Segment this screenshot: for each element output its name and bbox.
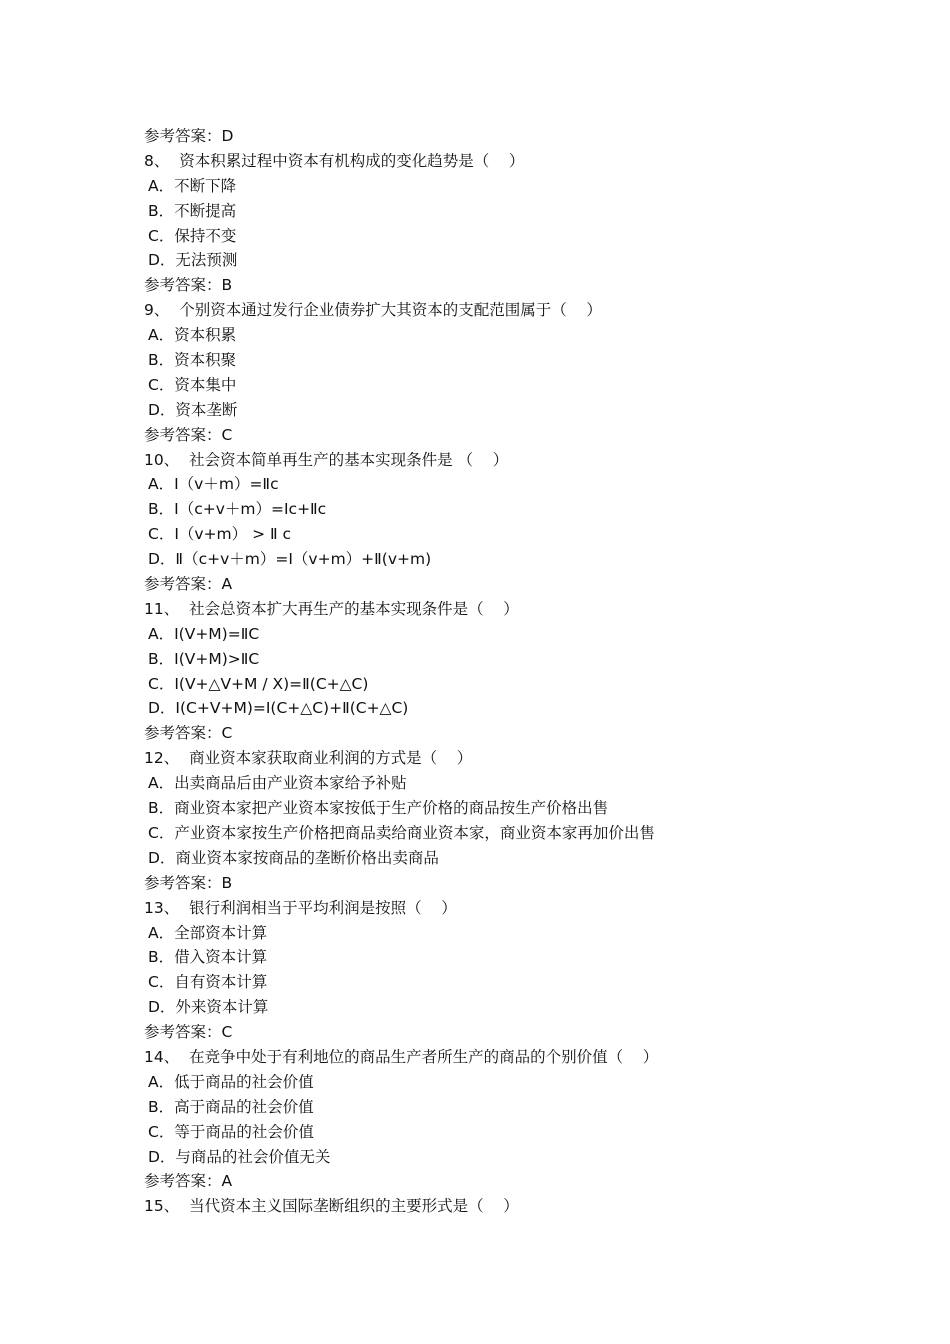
question-stem: 14、 在竞争中处于有利地位的商品生产者所生产的商品的个别价值（ ） bbox=[144, 1047, 659, 1066]
reference-answer: 参考答案：A bbox=[144, 575, 233, 594]
question-stem: 8、 资本积累过程中资本有机构成的变化趋势是（ ） bbox=[144, 151, 525, 170]
answer-option: A．全部资本计算 bbox=[148, 923, 268, 942]
answer-option: C．自有资本计算 bbox=[148, 973, 268, 992]
question-stem: 15、 当代资本主义国际垄断组织的主要形式是（ ） bbox=[144, 1197, 519, 1216]
answer-option: C．Ⅰ(V+△V+M / X)=Ⅱ(C+△C) bbox=[148, 674, 369, 693]
answer-option: A．出卖商品后由产业资本家给予补贴 bbox=[148, 774, 407, 793]
document-body bbox=[144, 124, 844, 1219]
answer-option: B．资本积聚 bbox=[148, 351, 237, 370]
answer-option: B．借入资本计算 bbox=[148, 948, 268, 967]
reference-answer: 参考答案：B bbox=[144, 873, 233, 892]
answer-option: B．高于商品的社会价值 bbox=[148, 1097, 314, 1116]
question-stem: 10、 社会资本简单再生产的基本实现条件是 （ ） bbox=[144, 450, 509, 469]
reference-answer: 参考答案：C bbox=[144, 1023, 233, 1042]
answer-option: B．不断提高 bbox=[148, 201, 237, 220]
answer-option: D．商业资本家按商品的垄断价格出卖商品 bbox=[148, 848, 439, 867]
question-stem: 11、 社会总资本扩大再生产的基本实现条件是（ ） bbox=[144, 599, 519, 618]
answer-option: D．与商品的社会价值无关 bbox=[148, 1147, 331, 1166]
question-stem: 13、 银行利润相当于平均利润是按照（ ） bbox=[144, 898, 457, 917]
answer-option: D．资本垄断 bbox=[148, 400, 238, 419]
answer-option: D．Ⅱ（c+v＋m）=Ⅰ（v+m）+Ⅱ(v+m) bbox=[148, 550, 432, 569]
answer-option: A．Ⅰ（v＋m）=Ⅱc bbox=[148, 475, 279, 494]
answer-option: A．Ⅰ(V+M)=ⅡC bbox=[148, 624, 260, 643]
answer-option: C．资本集中 bbox=[148, 375, 237, 394]
answer-option: C．Ⅰ（v+m） > Ⅱ c bbox=[148, 525, 292, 544]
answer-option: D．Ⅰ(C+V+M)=Ⅰ(C+△C)+Ⅱ(C+△C) bbox=[148, 699, 409, 718]
reference-answer: 参考答案：D bbox=[144, 127, 234, 145]
answer-option: C．等于商品的社会价值 bbox=[148, 1122, 314, 1141]
question-stem: 12、 商业资本家获取商业利润的方式是（ ） bbox=[144, 749, 473, 768]
answer-option: B．Ⅰ(V+M)>ⅡC bbox=[148, 649, 260, 668]
answer-option: A．低于商品的社会价值 bbox=[148, 1072, 314, 1091]
reference-answer: 参考答案：A bbox=[144, 1172, 233, 1191]
answer-option: C．保持不变 bbox=[148, 226, 237, 245]
reference-answer: 参考答案：C bbox=[144, 724, 233, 743]
answer-option: A．资本积累 bbox=[148, 326, 237, 345]
answer-option: D．无法预测 bbox=[148, 251, 238, 270]
reference-answer: 参考答案：C bbox=[144, 425, 233, 444]
answer-option: B．商业资本家把产业资本家按低于生产价格的商品按生产价格出售 bbox=[148, 799, 609, 818]
answer-option: D．外来资本计算 bbox=[148, 998, 269, 1017]
answer-option: A．不断下降 bbox=[148, 176, 237, 195]
reference-answer: 参考答案：B bbox=[144, 276, 233, 295]
question-stem: 9、 个别资本通过发行企业债券扩大其资本的支配范围属于（ ） bbox=[144, 301, 602, 320]
answer-option: C．产业资本家按生产价格把商品卖给商业资本家，商业资本家再加价出售 bbox=[148, 823, 655, 842]
answer-option: B．Ⅰ（c+v＋m）=Ⅰc+Ⅱc bbox=[148, 500, 327, 519]
